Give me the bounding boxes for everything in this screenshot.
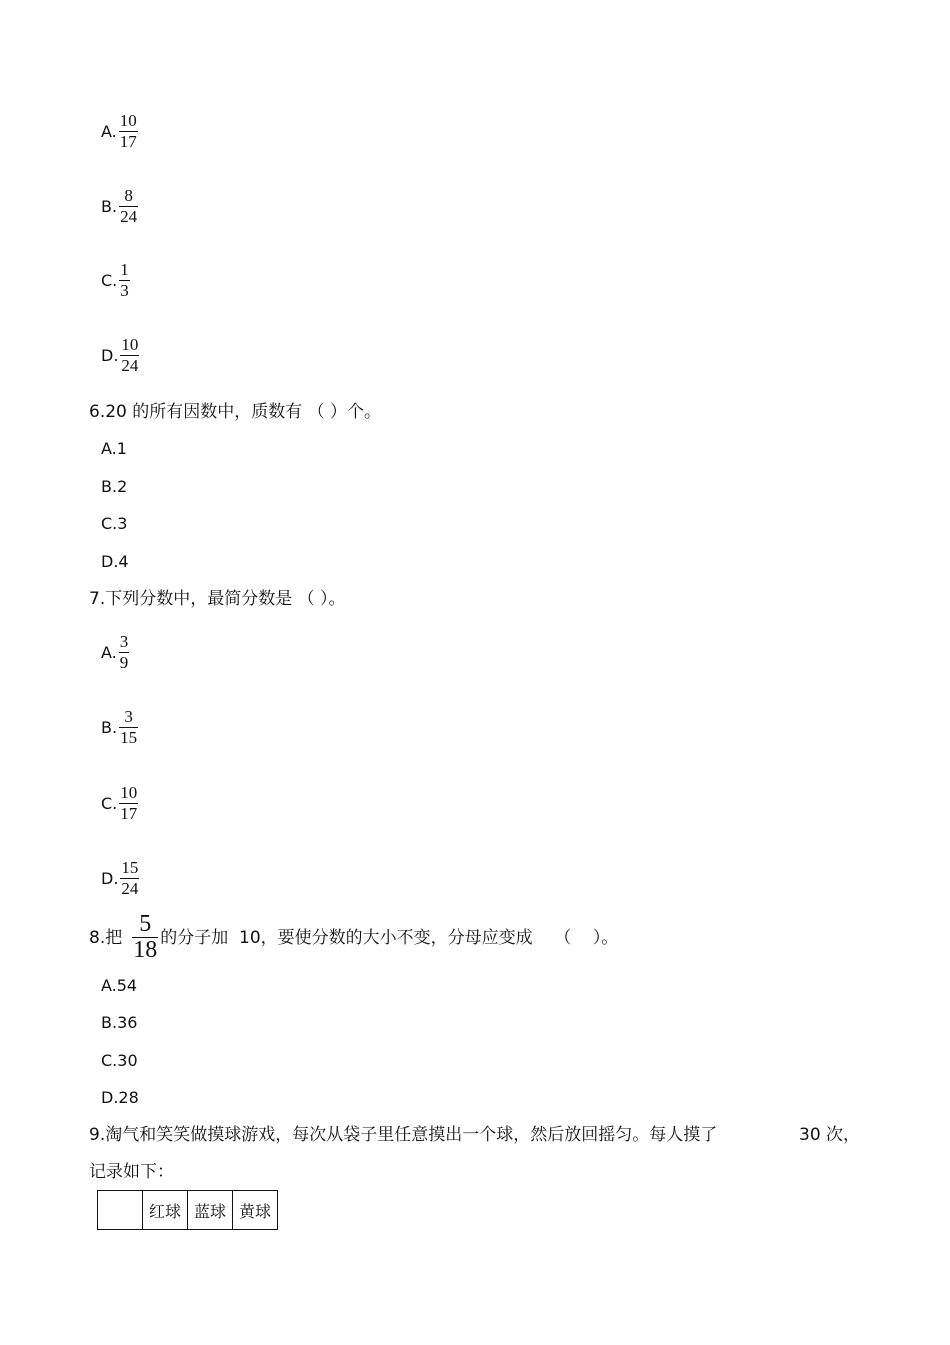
q6-option-b[interactable]: B.2 xyxy=(101,477,128,496)
table-header-red-ball: 红球 xyxy=(143,1191,188,1230)
table-header-yellow-ball: 黄球 xyxy=(233,1191,278,1230)
q5-option-d[interactable] xyxy=(101,336,139,375)
fraction xyxy=(119,112,138,151)
numerator: 10 xyxy=(121,335,139,354)
table-header-blue-ball: 蓝球 xyxy=(188,1191,233,1230)
q7-option-d[interactable] xyxy=(101,859,139,898)
q7-option-c[interactable] xyxy=(101,784,138,823)
question-8-prefix: 8.把 xyxy=(89,927,123,948)
option-letter: C. xyxy=(101,793,118,813)
numerator: 10 xyxy=(119,111,137,130)
numerator: 15 xyxy=(121,858,139,877)
fraction xyxy=(119,187,138,226)
q7-option-a[interactable] xyxy=(101,633,129,672)
question-7-text: 7.下列分数中，最简分数是 （ ）。 xyxy=(89,589,346,609)
q5-option-a[interactable] xyxy=(101,112,138,151)
option-letter: D. xyxy=(101,868,119,888)
denominator: 24 xyxy=(121,879,139,898)
numerator: 8 xyxy=(124,186,133,205)
option-letter: A. xyxy=(101,121,117,141)
denominator: 18 xyxy=(133,937,158,963)
q8-option-d[interactable]: D.28 xyxy=(101,1088,139,1107)
fraction xyxy=(119,784,138,823)
numerator: 10 xyxy=(120,783,138,802)
q8-option-b[interactable]: B.36 xyxy=(101,1013,138,1032)
fraction xyxy=(120,859,139,898)
question-9-line1: 9.淘气和笑笑做摸球游戏，每次从袋子里任意摸出一个球，然后放回摇匀。每人摸了 xyxy=(89,1125,718,1145)
denominator: 3 xyxy=(120,281,129,300)
q5-option-c[interactable] xyxy=(101,261,130,300)
q8-option-a[interactable]: A.54 xyxy=(101,976,138,995)
question-8 xyxy=(89,913,618,962)
denominator: 17 xyxy=(120,804,138,823)
denominator: 9 xyxy=(119,653,129,672)
option-letter: A. xyxy=(101,642,117,662)
numerator: 5 xyxy=(139,911,152,937)
record-table xyxy=(97,1190,278,1230)
q6-option-d[interactable]: D.4 xyxy=(101,552,129,571)
fraction xyxy=(119,261,130,300)
fraction xyxy=(120,336,139,375)
q7-option-b[interactable] xyxy=(101,708,138,747)
denominator: 24 xyxy=(120,207,138,226)
question-9-count: 30 次， xyxy=(799,1125,861,1145)
denominator: 15 xyxy=(120,728,138,747)
fraction xyxy=(132,913,158,962)
fraction xyxy=(119,633,130,672)
q8-option-c[interactable]: C.30 xyxy=(101,1051,138,1070)
option-letter: B. xyxy=(101,196,118,216)
numerator: 3 xyxy=(124,707,133,726)
numerator: 1 xyxy=(120,260,129,279)
option-letter: C. xyxy=(101,270,118,290)
question-8-suffix: 的分子加 10，要使分数的大小不变，分母应变成 （ ）。 xyxy=(160,927,619,948)
table-row xyxy=(98,1191,278,1230)
denominator: 24 xyxy=(121,356,139,375)
numerator: 3 xyxy=(119,632,129,651)
denominator: 17 xyxy=(119,132,137,151)
question-9-line2: 记录如下： xyxy=(89,1162,174,1182)
fraction xyxy=(119,708,138,747)
q6-option-a[interactable]: A.1 xyxy=(101,439,127,458)
q5-option-b[interactable] xyxy=(101,187,138,226)
q6-option-c[interactable]: C.3 xyxy=(101,514,128,533)
table-header-blank xyxy=(98,1191,143,1230)
option-letter: D. xyxy=(101,345,119,365)
option-letter: B. xyxy=(101,717,118,737)
question-6-text: 6.20 的所有因数中，质数有 （ ）个。 xyxy=(89,402,382,422)
